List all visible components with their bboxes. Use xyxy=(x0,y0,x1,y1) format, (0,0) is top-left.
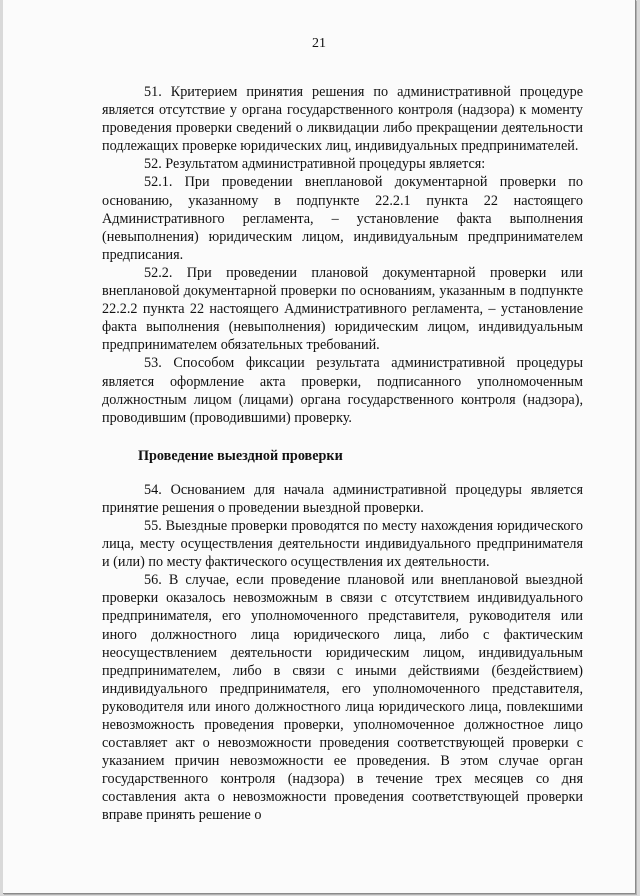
paragraph-51: 51. Критерием принятия решения по административной процедуре является отсутствие у органа государственного контроля (надзора) к моменту проведения проверки сведений о ликвидации либо прекращении деятельности подлежащих проверке юридических лиц, индивидуальных предпринимателей. xyxy=(102,84,583,155)
paragraph-55: 55. Выездные проверки проводятся по месту нахождения юридического лица, месту осуществления деятельности индивидуального предпринимателя и (или) по месту фактического осуществления их деятельности. xyxy=(102,517,583,571)
paragraph-53: 53. Способом фиксации результата административной процедуры является оформление акта проверки, подписанного уполномоченным должностным лицом (лицами) органа государственного контроля (надзора), проводившим (проводившими) проверку. xyxy=(102,355,583,426)
page-body xyxy=(102,83,583,825)
paragraph-52-1: 52.1. При проведении внеплановой документарной проверки по основанию, указанному в подпункте 22.2.1 пункта 22 настоящего Административного регламента, – установление факта выполнения (невыполнения) юридическим лицом, индивидуальным предпринимателем предписания. xyxy=(102,174,583,263)
paragraph-52: 52. Результатом административной процедуры является: xyxy=(144,156,486,173)
paragraph-54: 54. Основанием для начала административной процедуры является принятие решения о проведении выездной проверки. xyxy=(102,481,583,516)
paragraph-52-2: 52.2. При проведении плановой документарной проверки или внеплановой документарной проверки по основаниям, указанным в подпункте 22.2.2 пункта 22 настоящего Административного регламента, – установление факта выполнения (невыполнения) юридическим лицом, индивидуальным предпринимателем обязательных требований. xyxy=(102,264,583,354)
document-page xyxy=(3,0,636,894)
page-number: 21 xyxy=(312,36,326,51)
paragraph-56: 56. В случае, если проведение плановой или внеплановой выездной проверки оказалось невозможным в связи с отсутствием индивидуального предпринимателя, его уполномоченного представителя, руководителя или иного должностного лица юридического лица, либо с фактическим неосуществлением деятельности юридическим лицом, индивидуальным предпринимателем, либо в связи с иными действиями (бездействием) индивидуального предпринимателя, его уполномоченного представителя, руководителя или иного должностного лица юридического лица, повлекшими невозможность проведения проверки, уполномоченное должностное лицо составляет акт о невозможности проведения соответствующей проверки с указанием причин невозможности ее проведения. В этом случае орган государственного контроля (надзора) в течение трех месяцев со дня составления акта о невозможности проведения соответствующей проверки вправе принять решение о xyxy=(102,572,583,824)
section-heading: Проведение выездной проверки xyxy=(138,447,343,464)
